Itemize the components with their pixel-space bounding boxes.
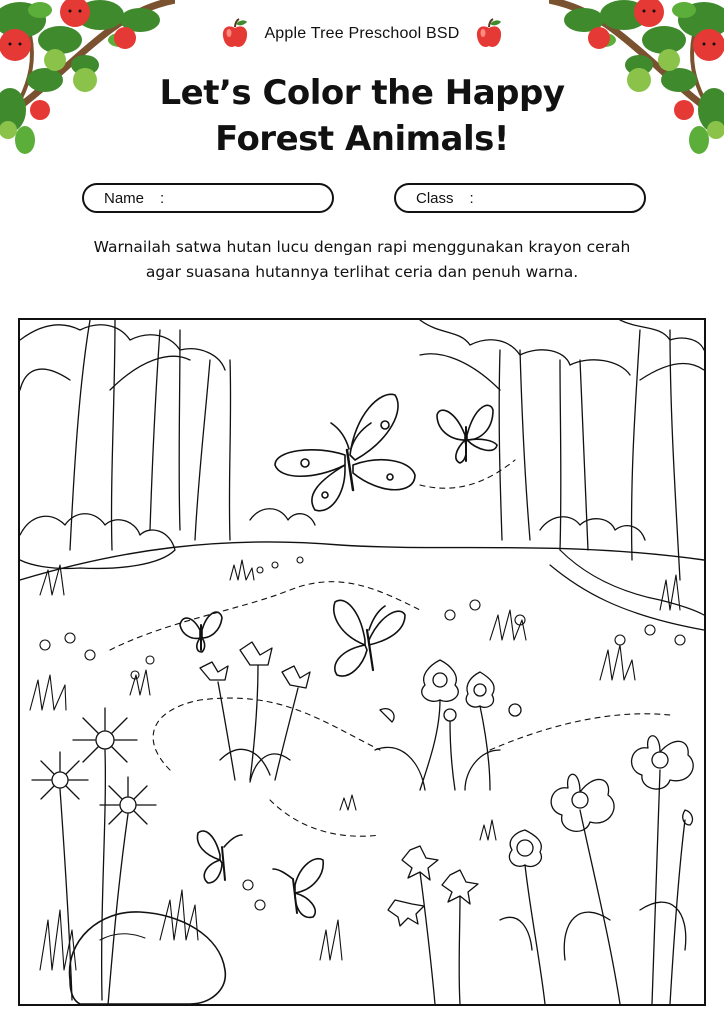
butterfly-bottom-left <box>197 831 242 883</box>
instructions-line2: agar suasana hutannya terlihat ceria dan penuh warna. <box>145 263 579 281</box>
class-label: Class <box>416 189 454 207</box>
butterfly-small-top <box>437 405 497 463</box>
school-name: Apple Tree Preschool BSD <box>264 25 460 42</box>
butterfly-bottom-center <box>273 859 323 918</box>
bushes <box>20 509 645 569</box>
coloring-frame <box>18 318 706 1006</box>
daisy-flowers <box>32 708 156 1004</box>
butterfly-medium-center <box>334 600 405 676</box>
apple-icon <box>474 18 504 50</box>
class-separator: : <box>469 189 474 207</box>
class-field[interactable] <box>394 183 646 213</box>
path-right <box>550 550 704 630</box>
right-flowers <box>551 736 693 1004</box>
apple-icon <box>220 18 250 50</box>
butterfly-large <box>275 394 415 510</box>
small-flowers <box>40 557 685 910</box>
page-title <box>0 70 724 162</box>
center-flowers <box>375 660 521 790</box>
bottom-flowers <box>388 830 545 1004</box>
forest-coloring-illustration <box>20 320 704 1004</box>
page-title-line1: Let’s Color the Happy <box>159 73 565 113</box>
butterfly-small-left <box>180 612 222 652</box>
school-header <box>0 18 724 50</box>
name-label: Name <box>104 189 145 207</box>
page-title-line2: Forest Animals! <box>215 119 509 159</box>
background-trees <box>20 320 704 580</box>
name-field[interactable] <box>82 183 334 213</box>
grass-tufts <box>30 560 680 970</box>
lilies <box>200 642 310 782</box>
instructions <box>40 235 684 285</box>
rock <box>70 912 226 1004</box>
instructions-line1: Warnailah satwa hutan lucu dengan rapi menggunakan krayon cerah <box>93 238 631 256</box>
name-separator: : <box>160 189 165 207</box>
hill-line <box>20 542 704 580</box>
